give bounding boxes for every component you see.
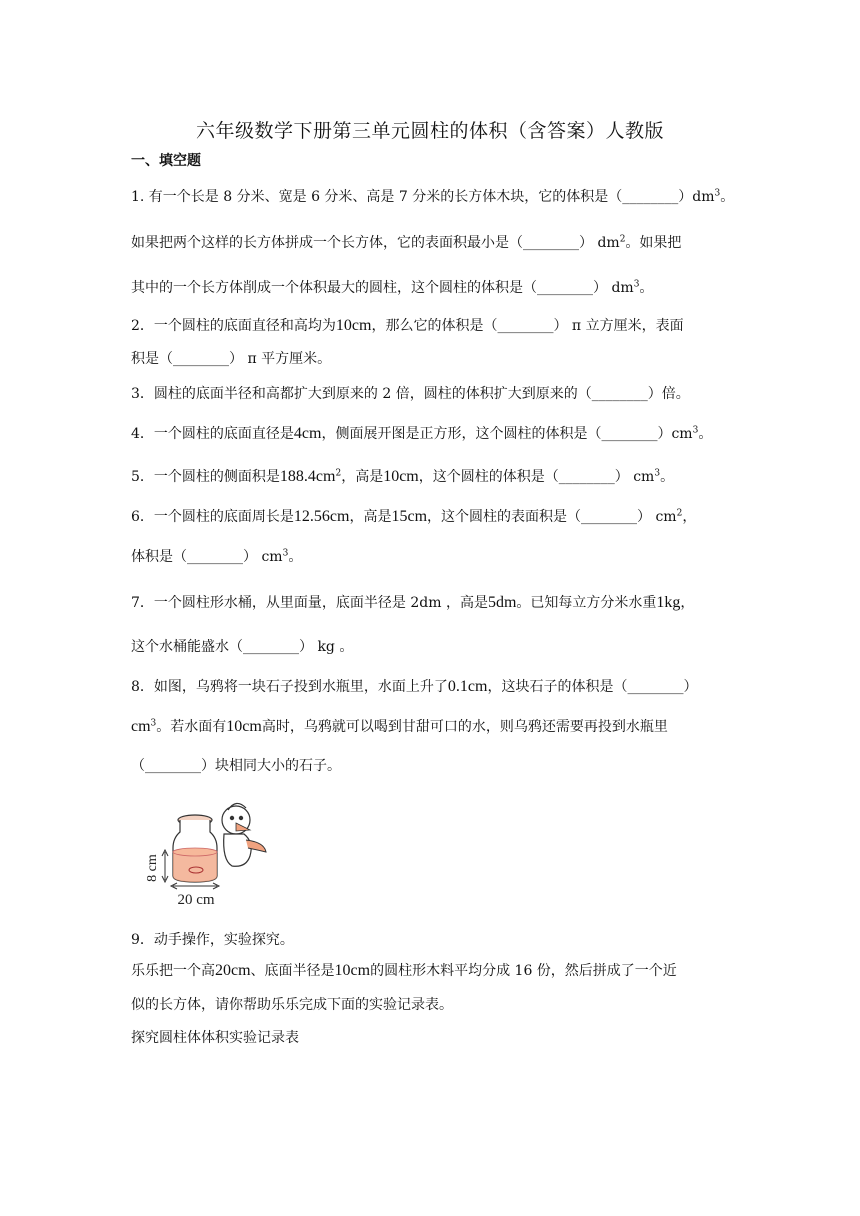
figure-height-label: 8 cm: [145, 854, 160, 882]
question-7-line-1: 7．一个圆柱形水桶，从里面量，底面半径是 2dm ，高是5dm。已知每立方分米水重1kg，: [131, 594, 695, 611]
jar-illustration: [140, 790, 280, 908]
question-5: 5．一个圆柱的侧面积是$188.4cm^2$，高是10cm，这个圆柱的体积是（________） $cm^3$。: [131, 468, 675, 485]
question-6-line-1: 6．一个圆柱的底面周长是12.56cm，高是15cm，这个圆柱的表面积是（________） $cm^2$，: [131, 508, 697, 525]
section-heading: 一、填空题: [131, 153, 201, 169]
page-title: 六年级数学下册第三单元圆柱的体积（含答案）人教版: [195, 120, 664, 142]
question-1-line-3: 其中的一个长方体削成一个体积最大的圆柱，这个圆柱的体积是（________） $dm^3$。: [131, 279, 654, 296]
question-7-line-2: 这个水桶能盛水（________） kg 。: [131, 639, 354, 655]
figure-width-label: 20 cm: [177, 892, 215, 908]
question-9-line-1: 9．动手操作，实验探究。: [131, 932, 294, 948]
question-8-line-2: $cm^3$。若水面有10cm高时，乌鸦就可以喝到甘甜可口的水，则乌鸦还需要再投到水瓶里: [131, 718, 668, 735]
question-1-line-1: 1. 有一个长是 8 分米、宽是 6 分米、高是 7 分米的长方体木块，它的体积是$(\_\_\_\_\_\_\_\_)dm^3$。: [131, 188, 735, 205]
question-8-line-3: （________）块相同大小的石子。: [131, 758, 341, 774]
question-2-line-2: 积是（________） π 平方厘米。: [131, 351, 332, 367]
question-6-line-2: 体积是（________） $cm^3$。: [131, 548, 303, 565]
question-3: 3．圆柱的底面半径和高都扩大到原来的 2 倍，圆柱的体积扩大到原来的（________）倍。: [131, 386, 690, 402]
question-2-line-1: 2．一个圆柱的底面直径和高均为10cm，那么它的体积是（________） π 立方厘米，表面: [131, 317, 684, 334]
question-4: 4．一个圆柱的底面直径是4cm，侧面展开图是正方形，这个圆柱的体积是$(\_\_\_\_\_\_\_\_)cm^3$。: [131, 425, 713, 442]
question-9-line-3: 似的长方体，请你帮助乐乐完成下面的实验记录表。: [131, 997, 453, 1013]
table-caption: 探究圆柱体体积实验记录表: [131, 1030, 299, 1046]
question-9-line-2: 乐乐把一个高20cm、底面半径是10cm的圆柱形木料平均分成 16 份，然后拼成了一个近: [131, 962, 677, 979]
question-8-line-1: 8．如图，乌鸦将一块石子投到水瓶里，水面上升了0.1cm，这块石子的体积是（________）: [131, 678, 698, 695]
question-1-line-2: 如果把两个这样的长方体拼成一个长方体，它的表面积最小是（________） $dm^2$。如果把: [131, 234, 682, 251]
crow-jar-figure: [140, 790, 280, 908]
